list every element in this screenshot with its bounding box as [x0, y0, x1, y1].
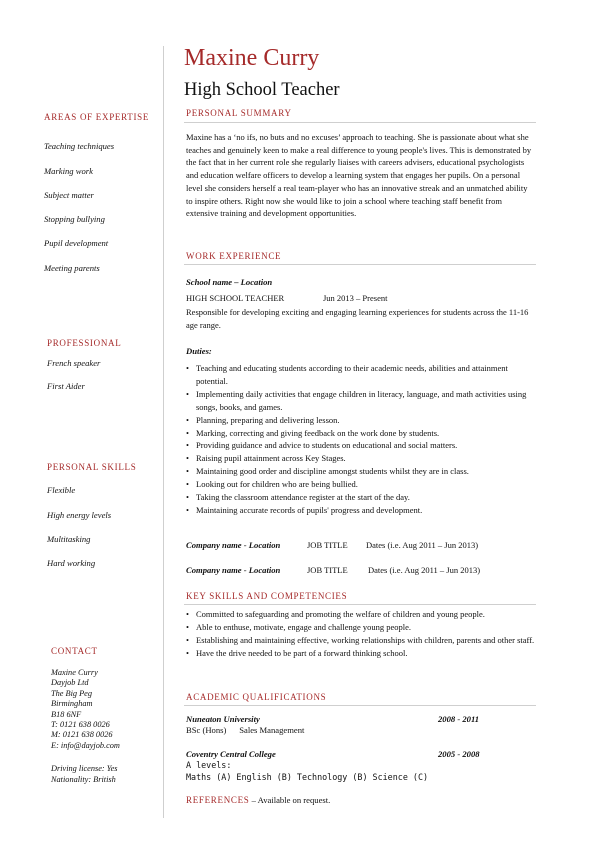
previous-job-dates: Dates (i.e. Aug 2011 – Jun 2013) — [366, 540, 479, 550]
a-level-grades: Maths (A) English (B) Technology (B) Science (C) — [186, 772, 429, 782]
skill-item: • Establishing and maintaining effective, working relationships with children, parents and other staff. — [186, 634, 536, 647]
previous-employer: Company name - Location — [186, 540, 281, 550]
expertise-item: Marking work — [44, 166, 93, 176]
institution-years: 2005 - 2008 — [438, 749, 480, 759]
driving-license: Driving license: Yes — [51, 764, 118, 774]
current-dates: Jun 2013 – Present — [323, 293, 388, 303]
contact-address-line: The Big Peg — [51, 688, 93, 698]
duties-label: Duties: — [186, 346, 212, 356]
contact-name: Maxine Curry — [51, 668, 98, 677]
skill-item: • Committed to safeguarding and promoting the welfare of children and young people. — [186, 608, 536, 621]
expertise-item: Pupil development — [44, 238, 109, 248]
duty-item: • Looking out for children who are being bullied. — [186, 478, 536, 491]
skills-list — [186, 608, 536, 660]
skill-item: • Able to enthuse, motivate, engage and challenge young people. — [186, 621, 536, 634]
section-divider — [184, 122, 536, 123]
expertise-item: Meeting parents — [44, 263, 100, 273]
column-divider — [163, 46, 164, 818]
personal-skill-item: Hard working — [47, 558, 96, 568]
duty-item: • Providing guidance and advice to students on educational and social matters. — [186, 439, 536, 452]
contact-details — [51, 668, 120, 785]
current-position: HIGH SCHOOL TEACHER — [186, 293, 285, 303]
candidate-name: Maxine Curry — [184, 45, 320, 71]
nationality: Nationality: British — [51, 774, 116, 784]
duty-item: • Taking the classroom attendance register at the start of the day. — [186, 491, 536, 504]
duty-item: • Raising pupil attainment across Key Stages. — [186, 452, 536, 465]
expertise-item: Subject matter — [44, 190, 94, 200]
contact-city: Birmingham — [51, 699, 93, 709]
section-title-skills: KEY SKILLS AND COMPETENCIES — [186, 591, 348, 601]
section-title-contact: CONTACT — [51, 646, 98, 656]
section-title-summary: PERSONAL SUMMARY — [186, 108, 292, 118]
duty-item: • Maintaining accurate records of pupils' progress and development. — [186, 504, 536, 517]
expertise-item: Stopping bullying — [44, 214, 105, 224]
section-title-personal-skills: PERSONAL SKILLS — [47, 462, 137, 472]
personal-skill-item: Flexible — [47, 485, 76, 495]
references-text: – Available on request. — [251, 795, 331, 805]
candidate-job-title: High School Teacher — [184, 80, 340, 100]
duty-item: • Planning, preparing and delivering lesson. — [186, 414, 536, 427]
contact-email[interactable]: E: info@dayjob.com — [51, 740, 120, 750]
qualification-detail: BSc (Hons) Sales Management — [186, 725, 305, 735]
section-divider — [184, 264, 536, 265]
personal-skill-item: Multitasking — [47, 534, 91, 544]
expertise-item: Teaching techniques — [44, 141, 115, 151]
skill-item: • Have the drive needed to be part of a forward thinking school. — [186, 647, 536, 660]
previous-job-dates: Dates (i.e. Aug 2011 – Jun 2013) — [368, 565, 481, 575]
duties-list — [186, 362, 536, 517]
institution-name: Coventry Central College — [186, 749, 276, 759]
section-divider — [184, 705, 536, 706]
duty-item: • Marking, correcting and giving feedback on the work done by students. — [186, 427, 536, 440]
section-title-references: REFERENCES — [186, 795, 250, 805]
current-employer: School name – Location — [186, 277, 273, 287]
contact-company: Dayjob Ltd — [51, 678, 89, 688]
duty-item: • Implementing daily activities that engage children in literacy, language, and math activities using songs, books, and games. — [186, 388, 536, 414]
duty-item: • Maintaining good order and discipline amongst students whilst they are in class. — [186, 465, 536, 478]
previous-job-title: JOB TITLE — [307, 565, 348, 575]
previous-job-title: JOB TITLE — [307, 540, 348, 550]
section-divider — [184, 604, 536, 605]
section-title-experience: WORK EXPERIENCE — [186, 251, 282, 261]
contact-postcode: B18 6NF — [51, 709, 82, 719]
section-title-academic: ACADEMIC QUALIFICATIONS — [186, 692, 327, 702]
institution-name: Nuneaton University — [186, 714, 260, 724]
summary-text: Maxine has a ‘no ifs, no buts and no excuses’ approach to teaching. She is passionate about what she teaches and genuinely keen to make a real difference to young people's lives. This is demonstrated by the fact that in her current role she regularly liaises with careers advisers, educational psychologists and education welfare officers to develop a learning system that engages her pupils. On a personal level she considers herself a real team-player who has an innovative streak and an unmatched ability to inspire others. Right now she would like to join a school where teaching staff benefit from extensive training and development opportunities. — [186, 132, 532, 219]
institution-years: 2008 - 2011 — [438, 714, 480, 724]
professional-item: First Aider — [47, 381, 85, 391]
qualification-detail: A levels: — [186, 760, 232, 770]
role-description: Responsible for developing exciting and engaging learning experiences for students across the 11-16 age range. — [186, 307, 529, 330]
previous-employer: Company name - Location — [186, 565, 281, 575]
professional-item: French speaker — [47, 358, 101, 368]
personal-skill-item: High energy levels — [47, 510, 112, 520]
section-title-professional: PROFESSIONAL — [47, 338, 122, 348]
contact-mobile: M: 0121 638 0026 — [51, 730, 113, 740]
references-line — [186, 795, 330, 805]
section-title-expertise: AREAS OF EXPERTISE — [44, 112, 150, 122]
duty-item: • Teaching and educating students according to their academic needs, abilities and attainment potential. — [186, 362, 536, 388]
contact-telephone: T: 0121 638 0026 — [51, 720, 110, 730]
